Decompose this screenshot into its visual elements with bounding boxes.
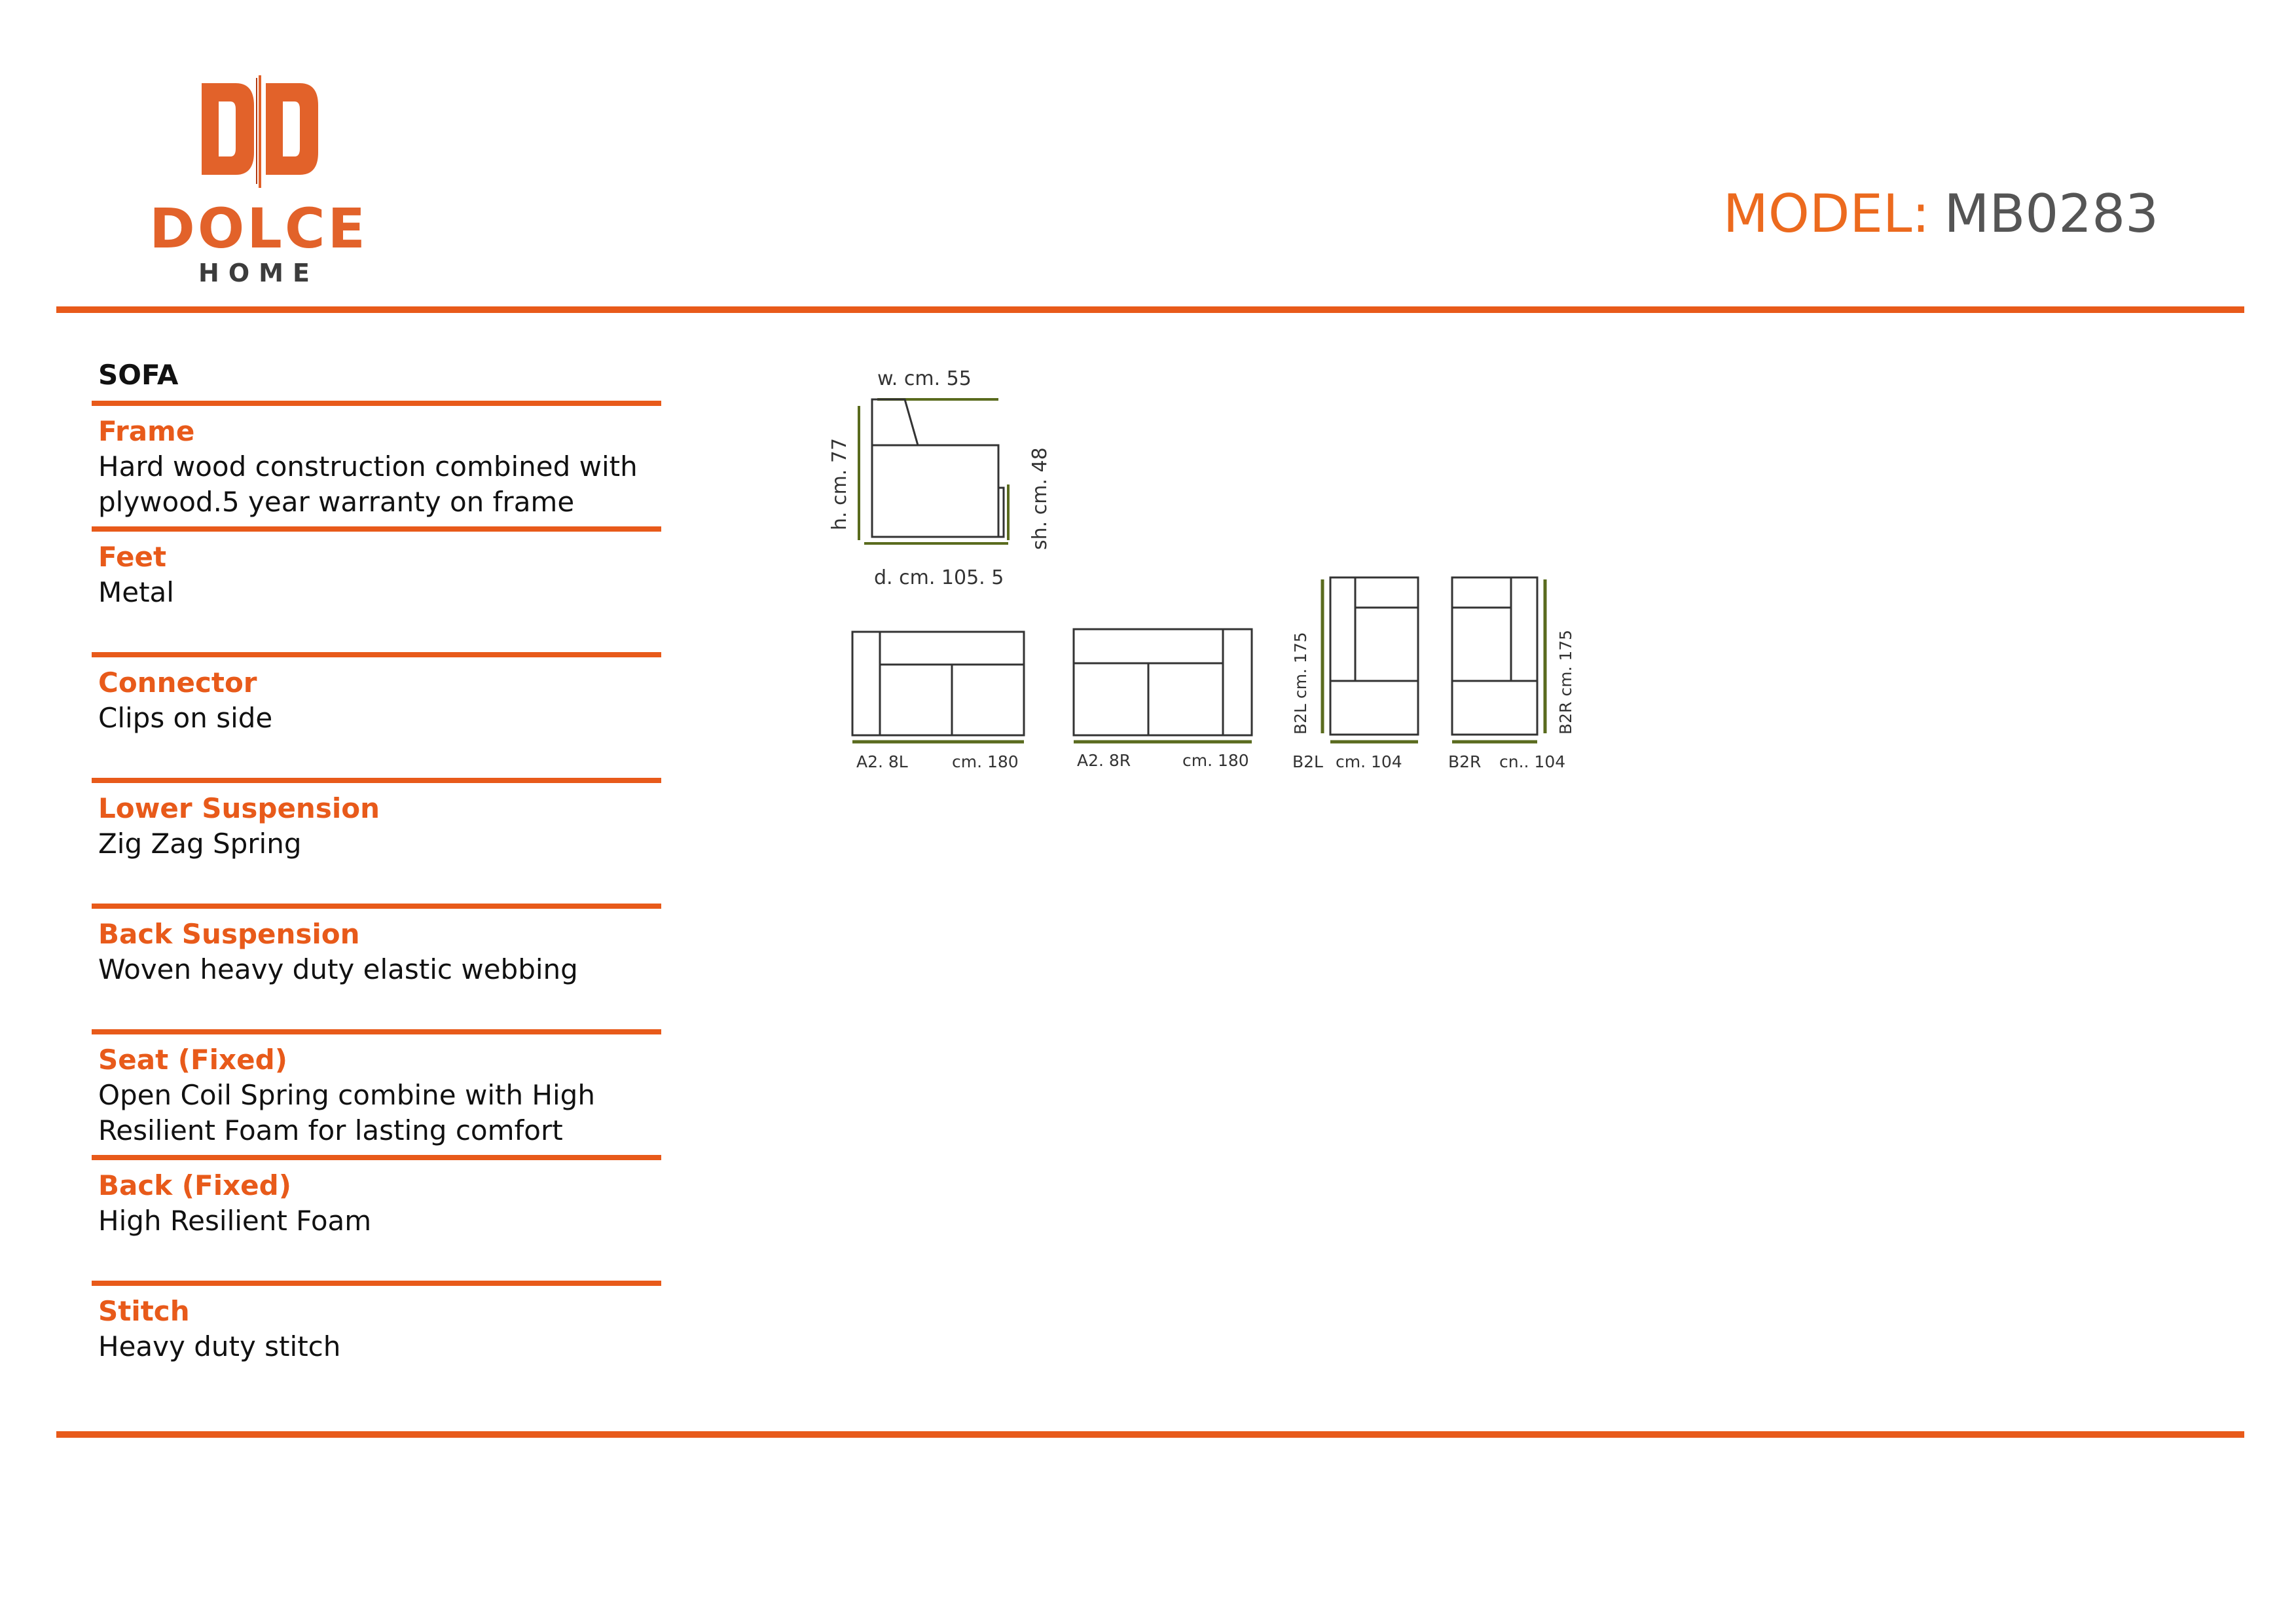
module-code: A2. 8L (856, 752, 908, 771)
model-label: MODEL: (1722, 183, 1930, 244)
module-size: cm. 180 (952, 752, 1019, 771)
spec-value: Hard wood construction combined with plywood.5 year warranty on frame (98, 450, 638, 518)
technical-drawings (812, 354, 1597, 786)
spec-divider (92, 401, 661, 406)
spec-divider (92, 1155, 661, 1160)
depth-dimension-label: d. cm. 105. 5 (874, 566, 1004, 589)
spec-value: Heavy duty stitch (98, 1330, 341, 1362)
spec-back-suspension (98, 917, 661, 987)
height-dimension-label: h. cm. 77 (828, 437, 851, 530)
module-b2r-drawing (1448, 577, 1575, 771)
spec-divider (92, 1029, 661, 1034)
spec-divider (92, 778, 661, 783)
spec-value: High Resilient Foam (98, 1205, 372, 1237)
module-code: B2R (1448, 752, 1482, 771)
drawings-canvas (812, 354, 1597, 786)
module-a2-8r-drawing (1074, 629, 1252, 770)
module-a2-8l-drawing (852, 632, 1024, 771)
spec-value: Open Coil Spring combine with High Resilient Foam for lasting comfort (98, 1079, 595, 1146)
spec-label: Frame (98, 415, 195, 447)
brand-name: DOLCE (149, 196, 368, 261)
spec-back (98, 1168, 661, 1239)
spec-frame (98, 414, 661, 520)
module-code: B2L (1292, 752, 1323, 771)
seat-height-dimension-label: sh. cm. 48 (1029, 447, 1051, 550)
module-size: cm. 104 (1336, 752, 1402, 771)
spec-divider (92, 904, 661, 909)
spec-value: Clips on side (98, 702, 273, 734)
module-code: A2. 8R (1077, 751, 1131, 770)
spec-label: Feet (98, 541, 167, 573)
module-side-label: B2L cm. 175 (1291, 632, 1310, 735)
spec-stitch (98, 1294, 661, 1364)
model-title (1723, 183, 2159, 244)
model-code: MB0283 (1944, 183, 2159, 244)
module-side-label: B2R cm. 175 (1556, 629, 1575, 735)
footer-divider (56, 1431, 2244, 1438)
side-view-drawing (828, 367, 1051, 589)
module-size: cm. 180 (1182, 751, 1249, 770)
spec-connector (98, 665, 661, 736)
spec-label: Back Suspension (98, 918, 360, 950)
header-divider (56, 306, 2244, 313)
spec-seat (98, 1042, 661, 1148)
spec-label: Back (Fixed) (98, 1169, 291, 1201)
spec-divider (92, 652, 661, 657)
brand-logo (137, 75, 380, 291)
product-category: SOFA (98, 359, 179, 391)
module-b2l-drawing (1291, 577, 1418, 771)
spec-feet (98, 539, 661, 610)
spec-label: Lower Suspension (98, 792, 380, 824)
logo-mark-icon (137, 75, 380, 193)
module-size: cn.. 104 (1499, 752, 1566, 771)
spec-divider (92, 526, 661, 532)
spec-value: Zig Zag Spring (98, 828, 302, 860)
spec-divider (92, 1281, 661, 1286)
spec-value: Metal (98, 576, 174, 608)
spec-label: Stitch (98, 1295, 190, 1327)
width-dimension-label: w. cm. 55 (877, 367, 972, 390)
spec-lower-suspension (98, 791, 661, 862)
spec-label: Connector (98, 667, 257, 699)
spec-value: Woven heavy duty elastic webbing (98, 953, 578, 985)
spec-label: Seat (Fixed) (98, 1044, 287, 1076)
brand-subtitle: HOME (198, 259, 319, 287)
